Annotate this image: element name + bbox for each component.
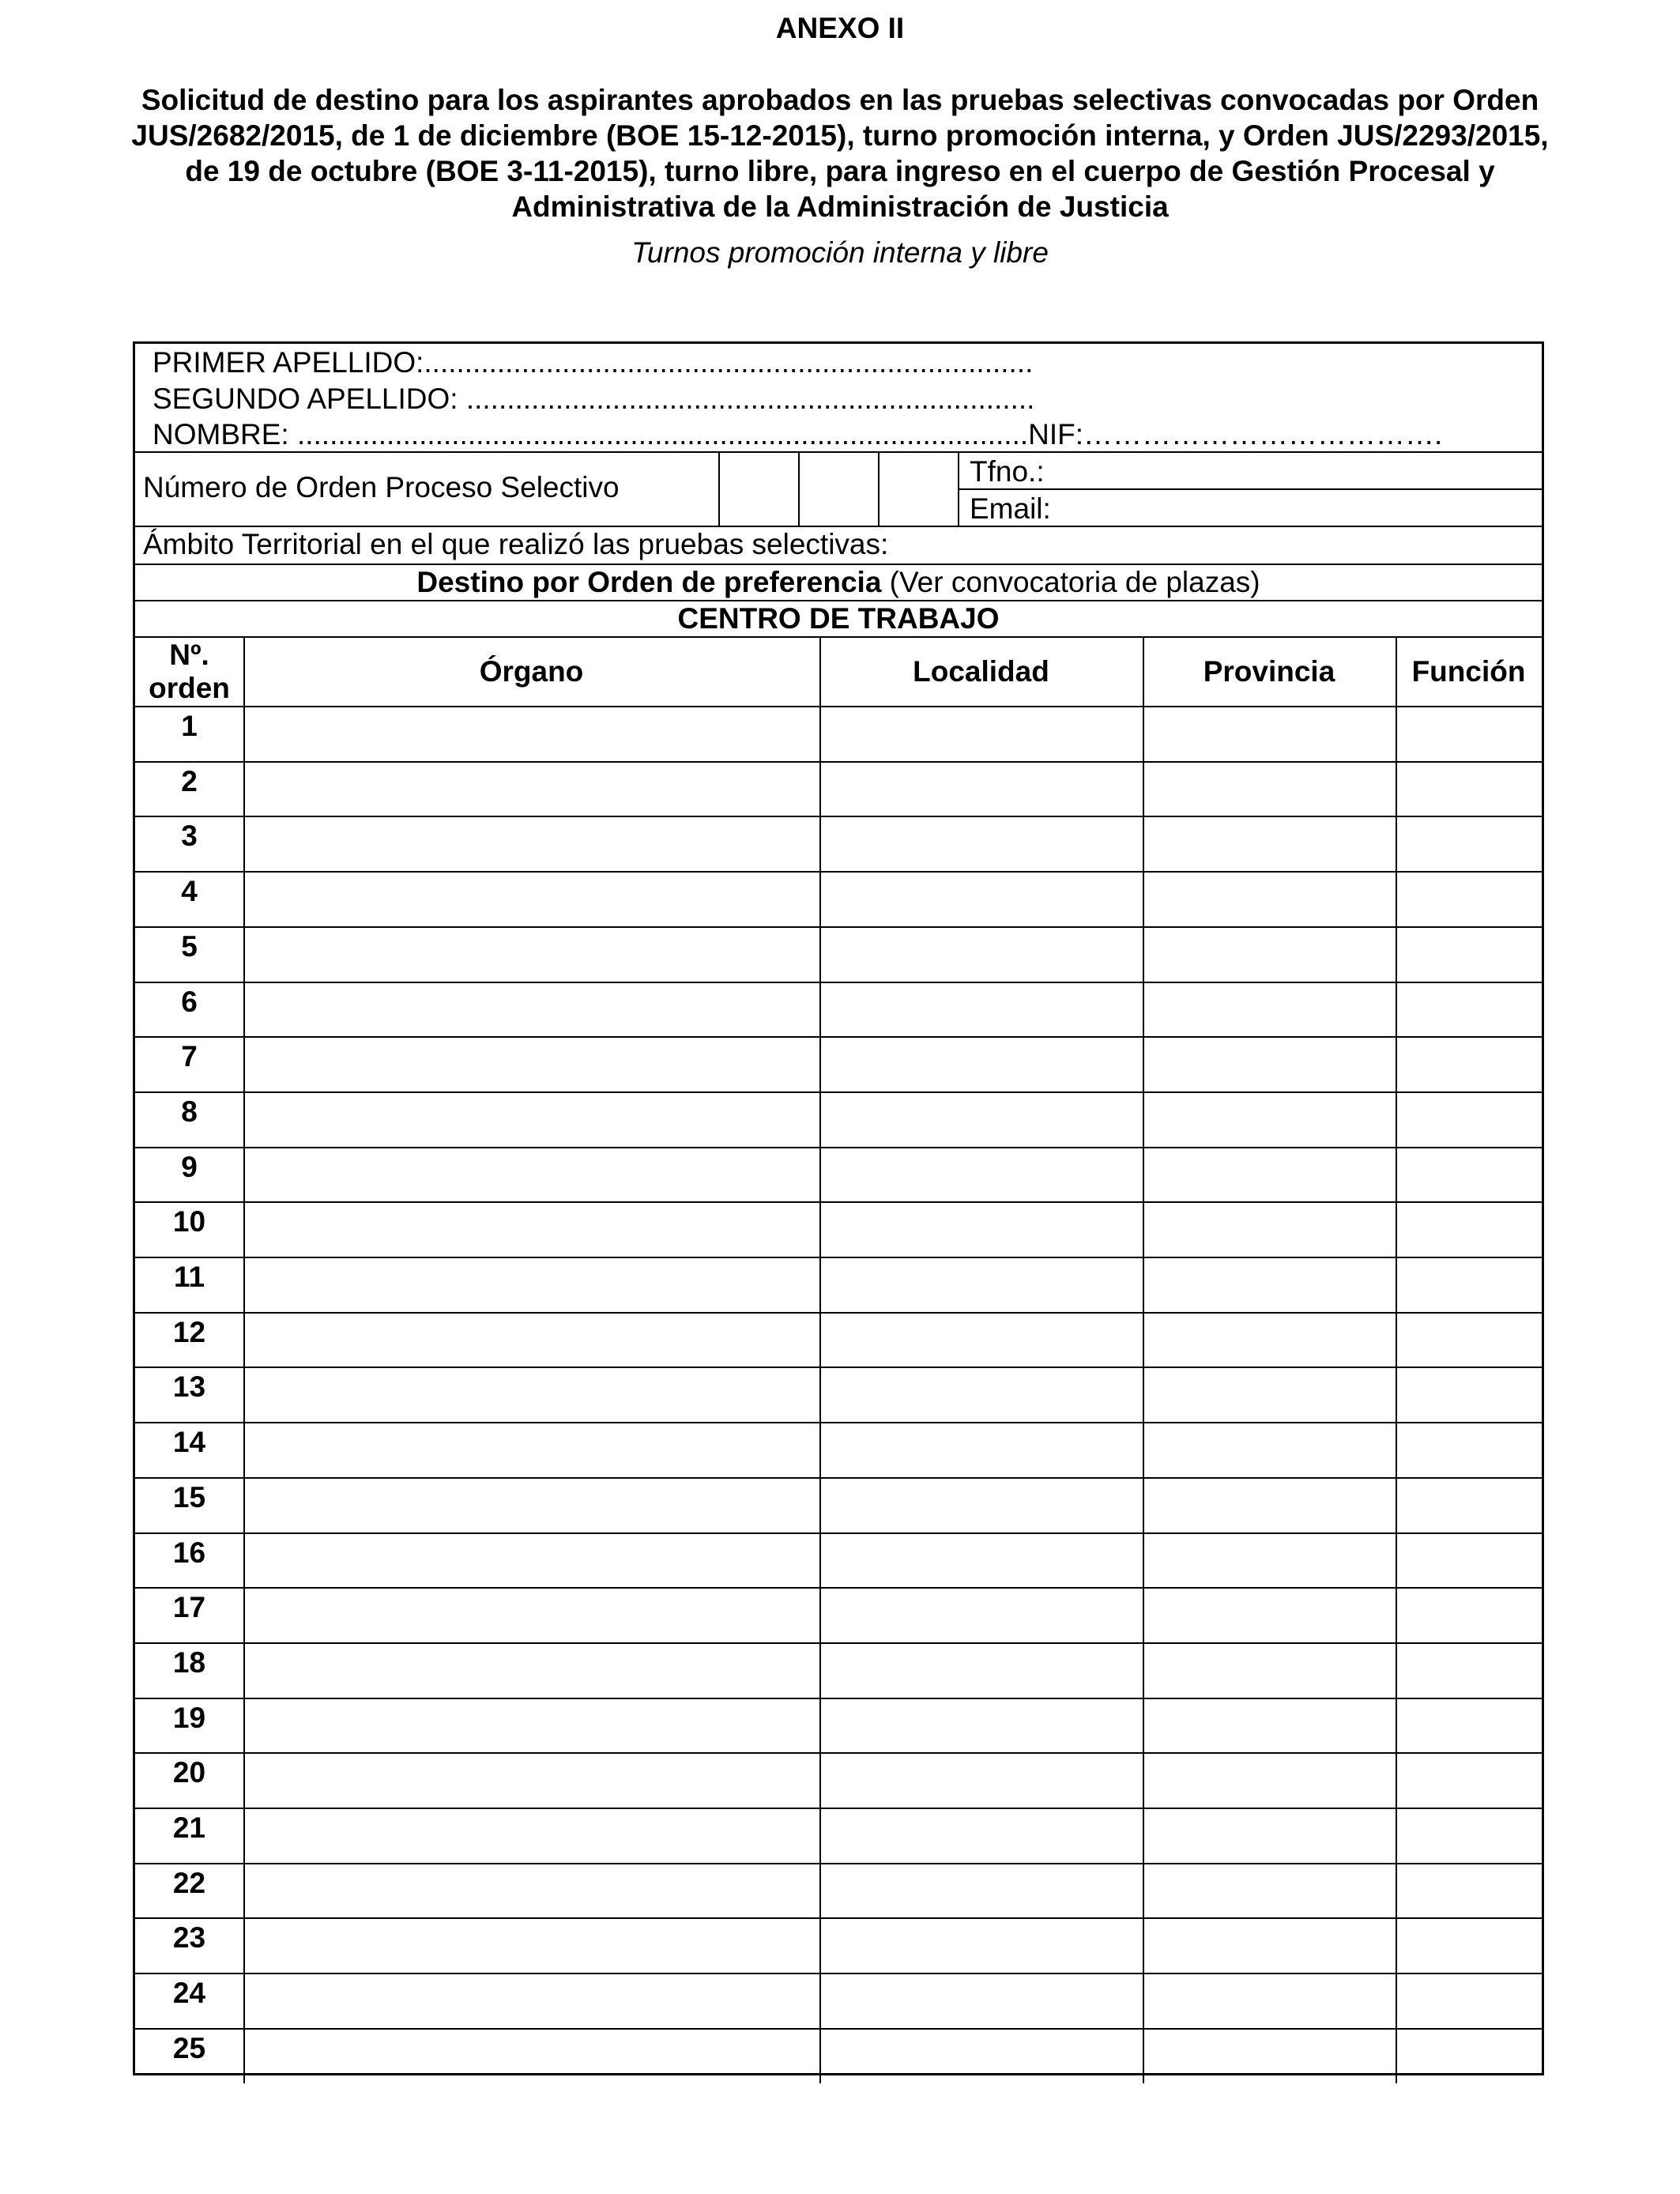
organo-cell[interactable]	[245, 1038, 819, 1091]
funcion-cell[interactable]	[1397, 1919, 1542, 1972]
provincia-cell[interactable]	[1144, 707, 1396, 760]
provincia-cell[interactable]	[1144, 928, 1396, 981]
organo-cell[interactable]	[245, 1589, 819, 1642]
funcion-cell[interactable]	[1397, 2030, 1542, 2083]
localidad-cell[interactable]	[821, 763, 1143, 816]
localidad-cell[interactable]	[821, 1038, 1143, 1091]
row-number: 13	[172, 1370, 206, 1404]
provincia-cell[interactable]	[1144, 1754, 1396, 1807]
funcion-cell[interactable]	[1397, 1314, 1542, 1367]
funcion-cell[interactable]	[1397, 1423, 1542, 1476]
row-number: 24	[172, 1977, 206, 2010]
row-number: 3	[181, 820, 198, 853]
organo-cell[interactable]	[245, 817, 819, 870]
funcion-cell[interactable]	[1397, 1093, 1542, 1146]
localidad-cell[interactable]	[821, 1368, 1143, 1421]
localidad-cell[interactable]	[821, 1314, 1143, 1367]
funcion-cell[interactable]	[1397, 763, 1542, 816]
organo-cell[interactable]	[245, 1423, 819, 1476]
localidad-cell[interactable]	[821, 1809, 1143, 1862]
provincia-cell[interactable]	[1144, 1699, 1396, 1752]
document-subtitle: Turnos promoción interna y libre	[631, 236, 1049, 269]
numero-orden-digit-3[interactable]	[880, 454, 957, 525]
row-number: 12	[172, 1315, 206, 1348]
organo-cell[interactable]	[245, 1644, 819, 1697]
annex-title: ANEXO II	[775, 12, 905, 44]
tfno-field[interactable]: Tfno.:	[970, 455, 1045, 488]
segundo-apellido-field[interactable]: SEGUNDO APELLIDO: ......................................................................	[153, 383, 1035, 415]
localidad-cell[interactable]	[821, 1589, 1143, 1642]
provincia-cell[interactable]	[1144, 1589, 1396, 1642]
row-number: 5	[181, 929, 198, 963]
organo-cell[interactable]	[245, 1258, 819, 1311]
col-header-funcion: Función	[1411, 655, 1526, 688]
funcion-cell[interactable]	[1397, 1809, 1542, 1862]
funcion-cell[interactable]	[1397, 1754, 1542, 1807]
organo-cell[interactable]	[245, 1314, 819, 1367]
destino-heading: Destino por Orden de preferencia (Ver convocatoria de plazas)	[416, 566, 1260, 598]
row-number: 23	[172, 1921, 206, 1955]
funcion-cell[interactable]	[1397, 1368, 1542, 1421]
localidad-cell[interactable]	[821, 1974, 1143, 2027]
organo-cell[interactable]	[245, 928, 819, 981]
organo-cell[interactable]	[245, 1864, 819, 1917]
funcion-cell[interactable]	[1397, 707, 1542, 760]
organo-cell[interactable]	[245, 873, 819, 925]
funcion-cell[interactable]	[1397, 1699, 1542, 1752]
localidad-cell[interactable]	[821, 1093, 1143, 1146]
row-number: 17	[172, 1591, 206, 1624]
provincia-cell[interactable]	[1144, 1203, 1396, 1256]
divider	[135, 451, 1542, 453]
provincia-cell[interactable]	[1144, 1479, 1396, 1532]
organo-cell[interactable]	[245, 1974, 819, 2027]
funcion-cell[interactable]	[1397, 1589, 1542, 1642]
document-title: Solicitud de destino para los aspirantes aprobados en las pruebas selectivas convocadas por Orden JUS/2682/2015, de 1 de diciembre (BOE 15-12-2015), turno promoción interna, y Orden JUS/2293/2015, de 19 de octubre (BOE 3-11-2015), turno libre, para ingreso en el cuerpo de Gestión Procesal y Administrativa de la Administración de Justicia	[131, 84, 1549, 223]
organo-cell[interactable]	[245, 1203, 819, 1256]
row-number: 11	[173, 1261, 205, 1293]
funcion-cell[interactable]	[1397, 928, 1542, 981]
organo-cell[interactable]	[245, 1919, 819, 1972]
col-header-organo: Órgano	[479, 655, 584, 688]
provincia-cell[interactable]	[1144, 1093, 1396, 1146]
provincia-cell[interactable]	[1144, 1644, 1396, 1697]
provincia-cell[interactable]	[1144, 1423, 1396, 1476]
row-number: 6	[181, 985, 198, 1018]
row-number: 16	[172, 1536, 206, 1569]
provincia-cell[interactable]	[1144, 1314, 1396, 1367]
organo-cell[interactable]	[245, 707, 819, 760]
funcion-cell[interactable]	[1397, 1203, 1542, 1256]
email-field[interactable]: Email:	[970, 492, 1051, 525]
row-number: 25	[172, 2031, 206, 2064]
row-number: 18	[172, 1646, 206, 1679]
organo-cell[interactable]	[245, 1479, 819, 1532]
provincia-cell[interactable]	[1144, 2030, 1396, 2083]
row-number: 22	[172, 1866, 206, 1899]
funcion-cell[interactable]	[1397, 1974, 1542, 2027]
localidad-cell[interactable]	[821, 1754, 1143, 1807]
row-number: 15	[172, 1480, 206, 1514]
row-number: 8	[181, 1095, 198, 1128]
funcion-cell[interactable]	[1397, 1644, 1542, 1697]
provincia-cell[interactable]	[1144, 983, 1396, 1036]
col-header-provincia: Provincia	[1203, 655, 1335, 688]
localidad-cell[interactable]	[821, 1423, 1143, 1476]
provincia-cell[interactable]	[1144, 873, 1396, 925]
organo-cell[interactable]	[245, 1534, 819, 1587]
organo-cell[interactable]	[245, 1368, 819, 1421]
provincia-cell[interactable]	[1144, 817, 1396, 870]
centro-trabajo-heading: CENTRO DE TRABAJO	[677, 602, 1000, 635]
localidad-cell[interactable]	[821, 2030, 1143, 2083]
numero-orden-digit-2[interactable]	[800, 454, 877, 525]
row-number: 7	[181, 1040, 198, 1073]
localidad-cell[interactable]	[821, 1699, 1143, 1752]
provincia-cell[interactable]	[1144, 1809, 1396, 1862]
localidad-cell[interactable]	[821, 817, 1143, 870]
organo-cell[interactable]	[245, 1699, 819, 1752]
form-box	[133, 341, 1544, 2075]
localidad-cell[interactable]	[821, 1479, 1143, 1532]
organo-cell[interactable]	[245, 763, 819, 816]
localidad-cell[interactable]	[821, 983, 1143, 1036]
provincia-cell[interactable]	[1144, 1038, 1396, 1091]
provincia-cell[interactable]	[1144, 1534, 1396, 1587]
localidad-cell[interactable]	[821, 1919, 1143, 1972]
organo-cell[interactable]	[245, 2030, 819, 2083]
numero-orden-digit-1[interactable]	[721, 454, 797, 525]
row-number: 14	[172, 1426, 206, 1459]
localidad-cell[interactable]	[821, 1258, 1143, 1311]
funcion-cell[interactable]	[1397, 983, 1542, 1036]
funcion-cell[interactable]	[1397, 1258, 1542, 1311]
row-number: 2	[181, 764, 198, 797]
organo-cell[interactable]	[245, 1148, 819, 1201]
row-number: 4	[181, 875, 198, 908]
funcion-cell[interactable]	[1397, 1038, 1542, 1091]
organo-cell[interactable]	[245, 1093, 819, 1146]
localidad-cell[interactable]	[821, 928, 1143, 981]
localidad-cell[interactable]	[821, 1148, 1143, 1201]
row-number: 1	[181, 710, 198, 742]
provincia-cell[interactable]	[1144, 1148, 1396, 1201]
col-header-localidad: Localidad	[913, 655, 1049, 688]
funcion-cell[interactable]	[1397, 1534, 1542, 1587]
localidad-cell[interactable]	[821, 707, 1143, 760]
ambito-territorial-field[interactable]: Ámbito Territorial en el que realizó las pruebas selectivas:	[143, 528, 889, 560]
organo-cell[interactable]	[245, 1809, 819, 1862]
provincia-cell[interactable]	[1144, 1258, 1396, 1311]
localidad-cell[interactable]	[821, 1644, 1143, 1697]
funcion-cell[interactable]	[1397, 817, 1542, 870]
row-number: 20	[172, 1756, 206, 1789]
localidad-cell[interactable]	[821, 1534, 1143, 1587]
provincia-cell[interactable]	[1144, 1919, 1396, 1972]
row-number: 9	[181, 1150, 198, 1183]
row-number: 19	[172, 1701, 206, 1734]
provincia-cell[interactable]	[1144, 1864, 1396, 1917]
numero-orden-label: Número de Orden Proceso Selectivo	[143, 471, 620, 503]
organo-cell[interactable]	[245, 983, 819, 1036]
provincia-cell[interactable]	[1144, 1368, 1396, 1421]
funcion-cell[interactable]	[1397, 1864, 1542, 1917]
nombre-nif-field[interactable]: NOMBRE: ..........................................................................................NIF:……………………………….	[153, 418, 1443, 450]
localidad-cell[interactable]	[821, 1203, 1143, 1256]
row-number: 21	[172, 1811, 206, 1844]
localidad-cell[interactable]	[821, 1864, 1143, 1917]
provincia-cell[interactable]	[1144, 763, 1396, 816]
row-number: 10	[172, 1205, 206, 1238]
funcion-cell[interactable]	[1397, 1148, 1542, 1201]
localidad-cell[interactable]	[821, 873, 1143, 925]
provincia-cell[interactable]	[1144, 1974, 1396, 2027]
primer-apellido-field[interactable]: PRIMER APELLIDO:...........................................................................	[153, 346, 1034, 379]
funcion-cell[interactable]	[1397, 873, 1542, 925]
col-header-numero-orden: Nº. orden	[149, 639, 230, 704]
organo-cell[interactable]	[245, 1754, 819, 1807]
funcion-cell[interactable]	[1397, 1479, 1542, 1532]
